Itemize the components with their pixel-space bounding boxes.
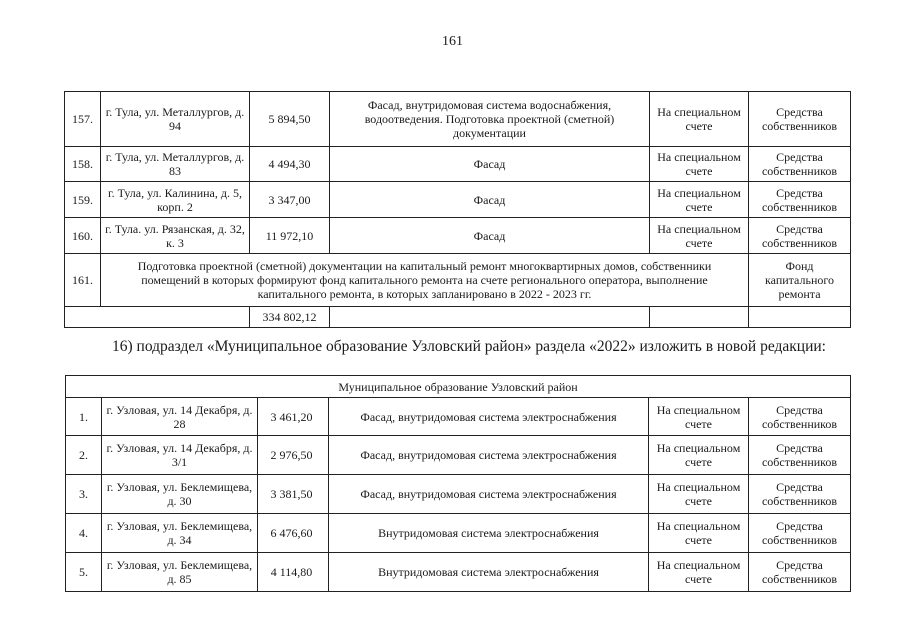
table-row	[66, 475, 851, 514]
works-cell: Фасад	[330, 218, 650, 254]
account-cell: На специальном счете	[650, 147, 749, 182]
page-number: 161	[442, 34, 463, 49]
account-cell: На специальном счете	[650, 218, 749, 254]
source-cell: Средства собственников	[749, 218, 851, 254]
row-number: 2.	[66, 436, 102, 475]
empty-cell	[65, 307, 250, 328]
account-cell: На специальном счете	[649, 436, 749, 475]
address-cell: г. Узловая, ул. Беклемищева, д. 85	[102, 553, 258, 592]
row-number: 158.	[65, 147, 101, 182]
works-cell: Внутридомовая система электроснабжения	[329, 514, 649, 553]
source-cell: Средства собственников	[749, 147, 851, 182]
amount-cell: 6 476,60	[258, 514, 329, 553]
account-cell: На специальном счете	[649, 514, 749, 553]
table-row	[65, 218, 851, 254]
table-row	[65, 147, 851, 182]
works-cell: Фасад, внутридомовая система электроснабжения	[329, 436, 649, 475]
works-cell: Внутридомовая система электроснабжения	[329, 553, 649, 592]
row-number: 161.	[65, 254, 101, 307]
planning-description-cell: Подготовка проектной (сметной) документации на капитальный ремонт многоквартирных домов, собственники помещений в которых формируют фонд капитального ремонта на счете регионального оператора, выполнение капитального ремонта, в которых запланировано в 2022 - 2023 гг.	[101, 254, 749, 307]
source-cell: Средства собственников	[749, 514, 851, 553]
source-cell: Фонд капитального ремонта	[749, 254, 851, 307]
source-cell: Средства собственников	[749, 182, 851, 218]
address-cell: г. Узловая, ул. 14 Декабря, д. 3/1	[102, 436, 258, 475]
empty-cell	[749, 307, 851, 328]
amount-cell: 3 347,00	[250, 182, 330, 218]
amount-cell: 4 114,80	[258, 553, 329, 592]
source-cell: Средства собственников	[749, 92, 851, 147]
repair-table-tula	[64, 91, 851, 328]
works-cell: Фасад	[330, 182, 650, 218]
table-title: Муниципальное образование Узловский район	[66, 376, 851, 398]
empty-cell	[330, 307, 650, 328]
source-cell: Средства собственников	[749, 436, 851, 475]
address-cell: г. Узловая, ул. 14 Декабря, д. 28	[102, 398, 258, 436]
amount-cell: 2 976,50	[258, 436, 329, 475]
address-cell: г. Тула, ул. Металлургов, д. 94	[101, 92, 250, 147]
total-row	[65, 307, 851, 328]
address-cell: г. Тула. ул. Рязанская, д. 32, к. 3	[101, 218, 250, 254]
address-cell: г. Тула, ул. Металлургов, д. 83	[101, 147, 250, 182]
row-number: 3.	[66, 475, 102, 514]
empty-cell	[650, 307, 749, 328]
row-number: 1.	[66, 398, 102, 436]
table-row	[65, 92, 851, 147]
source-cell: Средства собственников	[749, 398, 851, 436]
amount-cell: 5 894,50	[250, 92, 330, 147]
total-amount: 334 802,12	[250, 307, 330, 328]
row-number: 157.	[65, 92, 101, 147]
account-cell: На специальном счете	[649, 553, 749, 592]
address-cell: г. Тула, ул. Калинина, д. 5, корп. 2	[101, 182, 250, 218]
table-row	[66, 514, 851, 553]
source-cell: Средства собственников	[749, 553, 851, 592]
address-cell: г. Узловая, ул. Беклемищева, д. 34	[102, 514, 258, 553]
amount-cell: 4 494,30	[250, 147, 330, 182]
works-cell: Фасад, внутридомовая система электроснабжения	[329, 475, 649, 514]
amount-cell: 3 461,20	[258, 398, 329, 436]
row-number: 159.	[65, 182, 101, 218]
address-cell: г. Узловая, ул. Беклемищева, д. 30	[102, 475, 258, 514]
table-row	[65, 254, 851, 307]
amount-cell: 3 381,50	[258, 475, 329, 514]
amount-cell: 11 972,10	[250, 218, 330, 254]
table-title-row	[66, 376, 851, 398]
row-number: 160.	[65, 218, 101, 254]
account-cell: На специальном счете	[649, 398, 749, 436]
account-cell: На специальном счете	[650, 92, 749, 147]
table-row	[66, 553, 851, 592]
works-cell: Фасад	[330, 147, 650, 182]
table-row	[65, 182, 851, 218]
account-cell: На специальном счете	[650, 182, 749, 218]
account-cell: На специальном счете	[649, 475, 749, 514]
table-row	[66, 436, 851, 475]
section-heading: 16) подраздел «Муниципальное образование Узловский район» раздела «2022» изложить в новой редакции:	[112, 338, 826, 355]
table-row	[66, 398, 851, 436]
repair-table-uzlovaya	[65, 375, 851, 592]
row-number: 5.	[66, 553, 102, 592]
works-cell: Фасад, внутридомовая система электроснабжения	[329, 398, 649, 436]
works-cell: Фасад, внутридомовая система водоснабжения, водоотведения. Подготовка проектной (сметной) документации	[330, 92, 650, 147]
source-cell: Средства собственников	[749, 475, 851, 514]
row-number: 4.	[66, 514, 102, 553]
